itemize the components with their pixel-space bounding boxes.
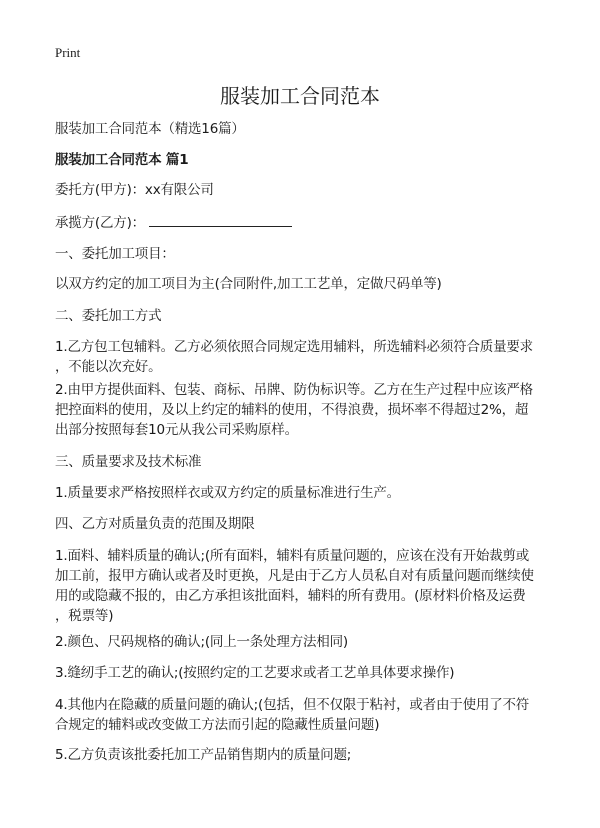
- paragraph: [55, 274, 442, 294]
- paragraph-line: 合规定的辅料或改变做工方法而引起的隐藏性质量问题): [55, 717, 380, 733]
- paragraph-line: 5.乙方负责该批委托加工产品销售期内的质量问题;: [55, 747, 352, 763]
- paragraph-line: 1.质量要求严格按照样衣或双方约定的质量标准进行生产。: [55, 485, 400, 501]
- paragraph-line: 出部分按照每套10元从我公司采购原样。: [55, 422, 298, 438]
- print-link[interactable]: Print: [55, 45, 81, 60]
- paragraph: [55, 663, 454, 683]
- paragraph-line: 四、乙方对质量负责的范围及期限: [55, 516, 255, 532]
- paragraph-line: ，税票等): [55, 608, 114, 624]
- paragraph: [55, 514, 255, 534]
- paragraph-line: 2.由甲方提供面料、包装、商标、吊牌、防伪标识等。乙方在生产过程中应该严格: [55, 382, 533, 398]
- paragraph: [55, 306, 161, 326]
- paragraph: [55, 695, 529, 735]
- paragraph-line: 4.其他内在隐藏的质量问题的确认;(包括，但不仅限于粘衬，或者由于使用了不符: [55, 697, 530, 713]
- paragraph: [55, 745, 351, 765]
- paragraph-line: 1.乙方包工包辅料。乙方必须依照合同规定选用辅料，所选辅料必须符合质量要求: [55, 339, 533, 355]
- paragraph: [55, 483, 400, 503]
- paragraph-line: 以双方约定的加工项目为主(合同附件,加工工艺单，定做尺码单等): [55, 276, 442, 292]
- paragraph: [55, 337, 533, 377]
- paragraph: [55, 546, 534, 626]
- paragraph: [55, 632, 348, 652]
- document-title: 服装加工合同范本: [220, 84, 380, 108]
- party-a: 委托方(甲方)：xx有限公司: [55, 182, 214, 198]
- paragraph: [55, 244, 175, 264]
- paragraph-line: ，不能以次充好。: [55, 359, 162, 375]
- paragraph: [55, 380, 533, 440]
- party-b-row: [55, 212, 292, 233]
- paragraph-line: 3.缝纫手工艺的确认;(按照约定的工艺要求或者工艺单具体要求操作): [55, 665, 455, 681]
- paragraph-line: 加工前，报甲方确认或者及时更换，凡是由于乙方人员私自对有质量问题而继续使: [55, 568, 534, 584]
- paragraph-line: 二、委托加工方式: [55, 308, 162, 324]
- paragraph: [55, 452, 201, 472]
- paragraph-line: 1.面料、辅料质量的确认;(所有面料，辅料有质量问题的，应该在没有开始裁剪或: [55, 548, 530, 564]
- paragraph-line: 三、质量要求及技术标准: [55, 454, 202, 470]
- paragraph-line: 2.颜色、尺码规格的确认;(同上一条处理方法相同): [55, 634, 348, 650]
- paragraph-line: 一、委托加工项目：: [55, 246, 175, 262]
- party-b-label: 承揽方(乙方)：: [55, 215, 145, 231]
- paragraph-line: 把控面料的使用，及以上约定的辅料的使用，不得浪费，损坏率不得超过2%，超: [55, 402, 529, 418]
- subtitle: 服装加工合同范本（精选16篇）: [55, 121, 245, 137]
- paragraph-line: 用的或隐藏不报的，由乙方承担该批面料，辅料的所有费用。(原材料价格及运费: [55, 588, 526, 604]
- party-b-blank-line: [149, 212, 292, 227]
- section-heading: 服装加工合同范本 篇1: [55, 152, 189, 168]
